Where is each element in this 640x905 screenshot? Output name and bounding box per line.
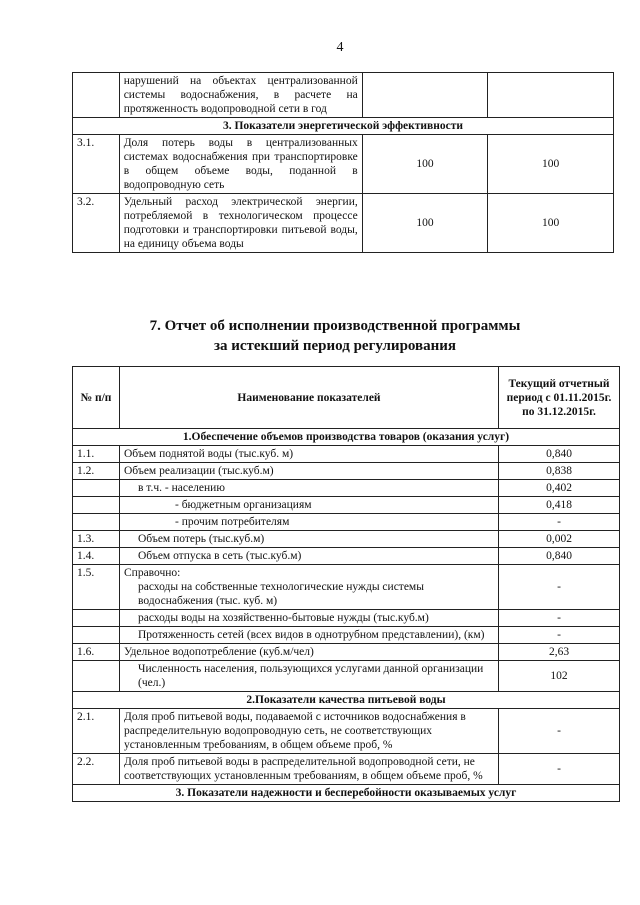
table-row: 1.3. Объем потерь (тыс.куб.м) 0,002 xyxy=(73,531,620,548)
indicators-table-continued xyxy=(72,72,614,253)
section-row xyxy=(73,692,620,709)
table-row: расходы воды на хозяйственно-бытовые нужды (тыс.куб.м) - xyxy=(73,610,620,627)
section-heading: 7. Отчет об исполнении производственной программы за истекший период регулирования xyxy=(149,318,521,354)
section-row xyxy=(73,785,620,802)
table-row: 2.2. Доля проб питьевой воды в распределительной водопроводной сети, не соответствующих установленным требованиям, в общем объеме проб, % - xyxy=(73,754,620,785)
table-row: 1.6. Удельное водопотребление (куб.м/чел) 2,63 xyxy=(73,644,620,661)
section-title: 1.Обеспечение объемов производства товаров (оказания услуг) xyxy=(73,429,620,446)
section-title: 3. Показатели энергетической эффективности xyxy=(73,118,614,135)
table-row: 1.4. Объем отпуска в сеть (тыс.куб.м) 0,840 xyxy=(73,548,620,565)
header-name: Наименование показателей xyxy=(120,367,499,429)
table-row: 3.2. Удельный расход электрической энергии, потребляемой в технологическом процессе подготовки и транспортировки питьевой воды, на единицу объема воды 100 100 xyxy=(73,194,614,253)
section-title: 2.Показатели качества питьевой воды xyxy=(73,692,620,709)
page-number: 4 xyxy=(336,40,344,55)
table-row: 1.5. Справочно: расходы на собственные технологические нужды системы водоснабжения (тыс. куб. м) - xyxy=(73,565,620,610)
table-row xyxy=(73,73,614,118)
section-row xyxy=(73,429,620,446)
program-report-table xyxy=(72,366,620,802)
table-row: Протяженность сетей (всех видов в однотрубном представлении), (км) - xyxy=(73,627,620,644)
header-row xyxy=(73,367,620,429)
header-period: Текущий отчетный период с 01.11.2015г. по 31.12.2015г. xyxy=(499,367,620,429)
table-row: 3.1. Доля потерь воды в централизованных системах водоснабжения при транспортировке в общем объеме воды, поданной в водопроводную сеть 100 100 xyxy=(73,135,614,194)
continuation-text: нарушений на объектах централизованной системы водоснабжения, в расчете на протяженность водопроводной сети в год xyxy=(119,73,362,118)
header-num: № п/п xyxy=(73,367,120,429)
table-row: 1.2. Объем реализации (тыс.куб.м) 0,838 xyxy=(73,463,620,480)
table-row: 1.1. Объем поднятой воды (тыс.куб. м) 0,840 xyxy=(73,446,620,463)
table-row: Численность населения, пользующихся услугами данной организации (чел.) 102 xyxy=(73,661,620,692)
table-row: 2.1. Доля проб питьевой воды, подаваемой с источников водоснабжения в распределительную водопроводную сеть, не соответствующих установленным требованиям, в общем объеме проб, % - xyxy=(73,709,620,754)
section-title: 3. Показатели надежности и бесперебойности оказываемых услуг xyxy=(73,785,620,802)
section-row xyxy=(73,118,614,135)
table-row: в т.ч. - населению 0,402 xyxy=(73,480,620,497)
table-row: - бюджетным организациям 0,418 xyxy=(73,497,620,514)
table-row: - прочим потребителям - xyxy=(73,514,620,531)
